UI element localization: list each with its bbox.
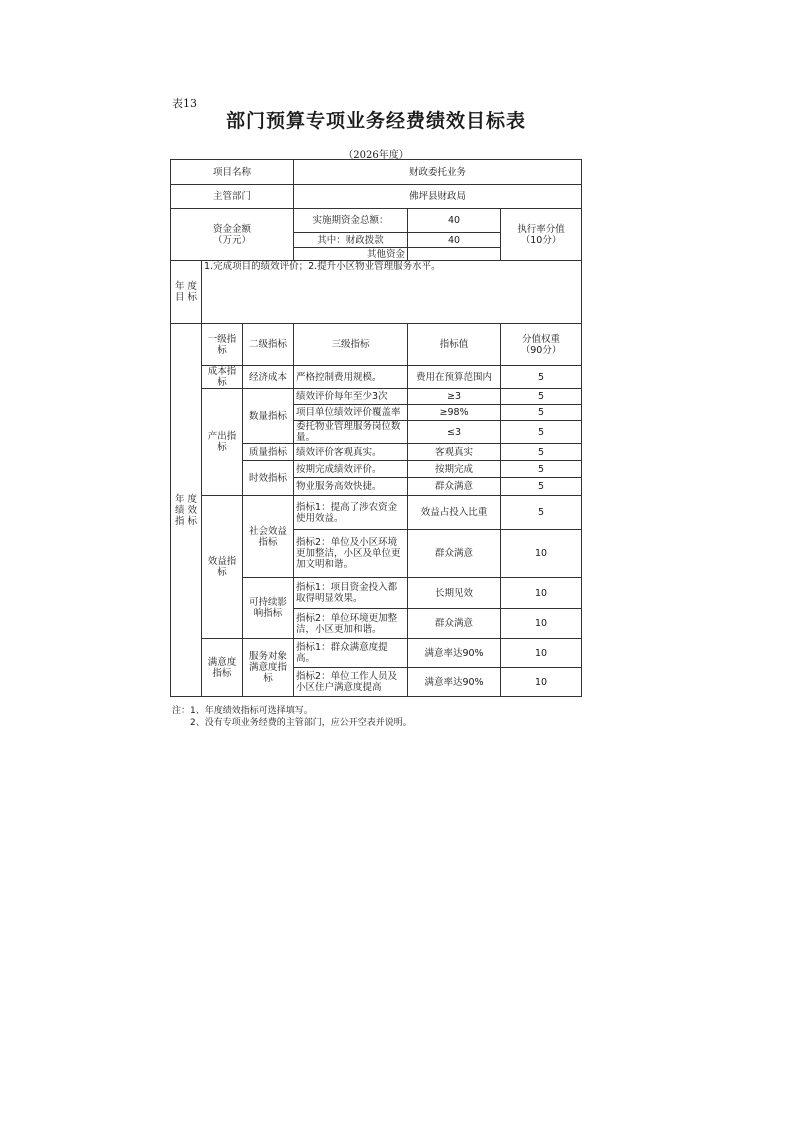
project-name-value: 财政委托业务: [294, 160, 582, 185]
indicator-row-l3: 项目单位绩效评价覆盖率: [294, 405, 408, 421]
indicator-row-weight: 5: [501, 421, 582, 444]
funds-fiscal-label: 其中：财政拨款: [294, 233, 408, 248]
indicator-row-value: ≥98%: [408, 405, 501, 421]
indicator-row-value: 群众满意: [408, 530, 501, 578]
indicator-row-l3: 物业服务高效快捷。: [294, 478, 408, 496]
indicator-row-l3: 指标2：单位及小区环境更加整洁，小区及单位更加文明和谐。: [294, 530, 408, 578]
indicator-row-weight: 5: [501, 478, 582, 496]
table-number: 表13: [172, 97, 197, 110]
indicator-row-l3: 绩效评价客观真实。: [294, 444, 408, 461]
indicator-row-value: 满意率达90%: [408, 639, 501, 668]
indicator-row-value: 客观真实: [408, 444, 501, 461]
footnotes: [172, 705, 412, 729]
indicator-row-value: ≤3: [408, 421, 501, 444]
level2-quality: 质量指标: [243, 444, 294, 461]
indicator-row-weight: 5: [501, 496, 582, 530]
header-level1: 一级指标: [202, 324, 243, 366]
indicator-row-value: 群众满意: [408, 609, 501, 639]
indicator-row-l3: 指标2：单位工作人员及小区住户满意度提高: [294, 668, 408, 697]
level2-quantity: 数量指标: [243, 389, 294, 444]
indicator-row-value: 长期见效: [408, 578, 501, 609]
level1-effect: 效益指标: [202, 496, 243, 639]
project-name-label: 项目名称: [171, 160, 294, 185]
level1-output: 产出指标: [202, 389, 243, 496]
indicator-row-weight: 10: [501, 668, 582, 697]
funds-other-label: 其他资金: [294, 248, 408, 261]
level2-sustainable: 可持续影响指标: [243, 578, 294, 639]
annual-goal-label: 年 度 目 标: [171, 261, 202, 324]
indicator-row-value: 效益占投入比重: [408, 496, 501, 530]
level2-service-target: 服务对象满意度指标: [243, 639, 294, 697]
performance-table: [170, 159, 582, 697]
footnote-1: 注：1、年度绩效指标可选择填写。: [172, 706, 313, 716]
level2-economic-cost: 经济成本: [243, 366, 294, 389]
level2-timeliness: 时效指标: [243, 461, 294, 496]
funds-total-label: 实施期资金总额：: [294, 209, 408, 233]
indicator-row-l3: 按期完成绩效评价。: [294, 461, 408, 478]
page-title: 部门预算专项业务经费绩效目标表: [225, 110, 526, 132]
header-value: 指标值: [408, 324, 501, 366]
indicator-row-l3: 指标1：提高了涉农资金使用效益。: [294, 496, 408, 530]
funds-other-value: [408, 248, 501, 261]
indicator-row-l3: 指标2：单位环境更加整洁，小区更加和谐。: [294, 609, 408, 639]
indicator-row-value: ≥3: [408, 389, 501, 405]
footnote-2: 2、没有专项业务经费的主管部门，应公开空表并说明。: [190, 718, 412, 728]
indicator-row-weight: 5: [501, 389, 582, 405]
indicator-row-l3: 指标1：项目资金投入都取得明显效果。: [294, 578, 408, 609]
indicator-row-weight: 10: [501, 578, 582, 609]
indicators-section-label: 年 度 绩 效 指 标: [171, 324, 202, 697]
level1-cost: 成本指标: [202, 366, 243, 389]
annual-goal-text: 1.完成项目的绩效评价；2.提升小区物业管理服务水平。: [202, 261, 582, 324]
department-value: 佛坪县财政局: [294, 185, 582, 209]
indicator-row-value: 费用在预算范围内: [408, 366, 501, 389]
indicator-row-weight: 10: [501, 639, 582, 668]
indicator-row-value: 按期完成: [408, 461, 501, 478]
header-level3: 三级指标: [294, 324, 408, 366]
indicator-row-weight: 10: [501, 530, 582, 578]
indicator-row-l3: 委托物业管理服务岗位数量。: [294, 421, 408, 444]
indicator-row-value: 群众满意: [408, 478, 501, 496]
department-label: 主管部门: [171, 185, 294, 209]
year-label: （2026年度）: [343, 150, 409, 161]
funds-label: 资金金额 （万元）: [171, 209, 294, 261]
level2-social: 社会效益指标: [243, 496, 294, 578]
level1-satisfaction: 满意度指标: [202, 639, 243, 697]
indicator-row-weight: 5: [501, 444, 582, 461]
indicator-row-weight: 5: [501, 405, 582, 421]
header-level2: 二级指标: [243, 324, 294, 366]
funds-fiscal-value: 40: [408, 233, 501, 248]
exec-rate-label: 执行率分值 （10分）: [501, 209, 582, 261]
header-weight: 分值权重 （90分）: [501, 324, 582, 366]
indicator-row-l3: 严格控制费用规模。: [294, 366, 408, 389]
indicator-row-weight: 5: [501, 366, 582, 389]
funds-total-value: 40: [408, 209, 501, 233]
indicator-row-l3: 绩效评价每年至少3次: [294, 389, 408, 405]
indicator-row-weight: 5: [501, 461, 582, 478]
indicator-row-weight: 10: [501, 609, 582, 639]
indicator-row-value: 满意率达90%: [408, 668, 501, 697]
indicator-row-l3: 指标1：群众满意度提高。: [294, 639, 408, 668]
